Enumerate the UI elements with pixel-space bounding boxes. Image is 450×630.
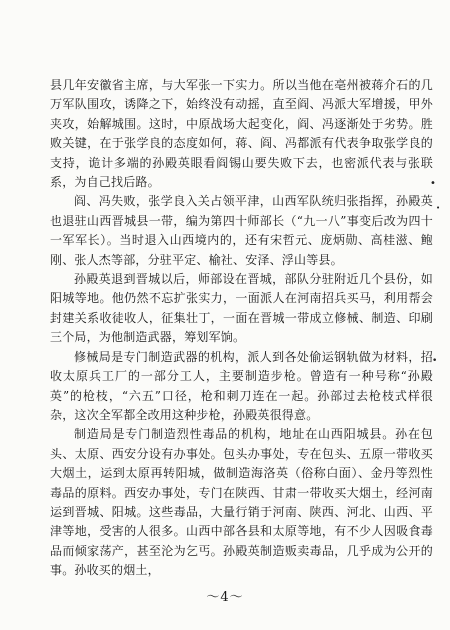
paragraph-4: 修械局是专门制造武器的机构，派人到各处偷运钢轨做为材料，招收太原兵工厂的一部分工人，主要制造步枪。曾造有一种号称“孙殿英”的枪枝，“六五”口径，枪和刺刀连在一起。孙部过去枪枝式样很杂，这次全军都全改用这种步枪，孙殿英很得意。 [50, 349, 433, 422]
margin-mark-dot: • [430, 178, 436, 189]
paragraph-1: 县几年安徽省主席，与大军张一下实力。所以当他在亳州被蒋介石的几万军队围攻，诱降之下，始终没有动摇，直至阎、冯派大军增援，甲外夹攻，始解城围。这时，中原战场大起变化，阎、冯逐渐处于劣势。胜败关键，在于张学良的态度如何，蒋、阎、冯都派有代表争取张学良的支持，诡计多端的孙殿英眼看阎锡山要失败下去，也密派代表与张联系，为自己找后路。 [50, 78, 433, 190]
paragraph-5: 制造局是专门制造烈性毒品的机构，地址在山西阳城县。孙在包头、太原、西安分设有办事处。包头办事处，专在包头、五原一带收买大烟土，运到太原再转阳城，做制造海洛英（俗称白面）、金丹等烈性毒品的原料。西安办事处，专门在陕西、甘肃一带收买大烟土，经河南运到晋城、阳城。这些毒品，大量行销于河南、陕西、河北、山西、平津等地，受害的人很多。山西中部各县和太原等地，有不少人因吸食毒品而倾家荡产，甚至沦为乞丐。孙殿英制造贩卖毒品，几乎成为公开的事。孙收买的烟土， [50, 427, 433, 578]
page-number: ～4～ [206, 590, 244, 605]
body-text [50, 76, 433, 581]
paragraph-2: 阎、冯失败，张学良入关占领平津，山西军队统归张指挥，孙殿英也退驻山西晋城县一带，编为第四十师部长（“九一八”事变后改为四十一军军长）。当时退入山西境内的，还有宋哲元、庞炳勋、高桂滋、鲍刚、张人杰等部，分驻平定、榆社、安泽、浮山等县。 [50, 194, 433, 267]
margin-mark-dot: • [432, 356, 438, 366]
paragraph-3: 孙殿英退到晋城以后，师部设在晋城，部队分驻附近几个县份，如阳城等地。他仍然不忘扩张实力，一面派人在河南招兵买马，利用帮会封建关系收徒收人，征集壮丁，一面在晋城一带成立修械、制造、印刷三个局，为他制造武器，筹划军饷。 [50, 272, 433, 345]
margin-mark-dot: • [436, 204, 441, 212]
